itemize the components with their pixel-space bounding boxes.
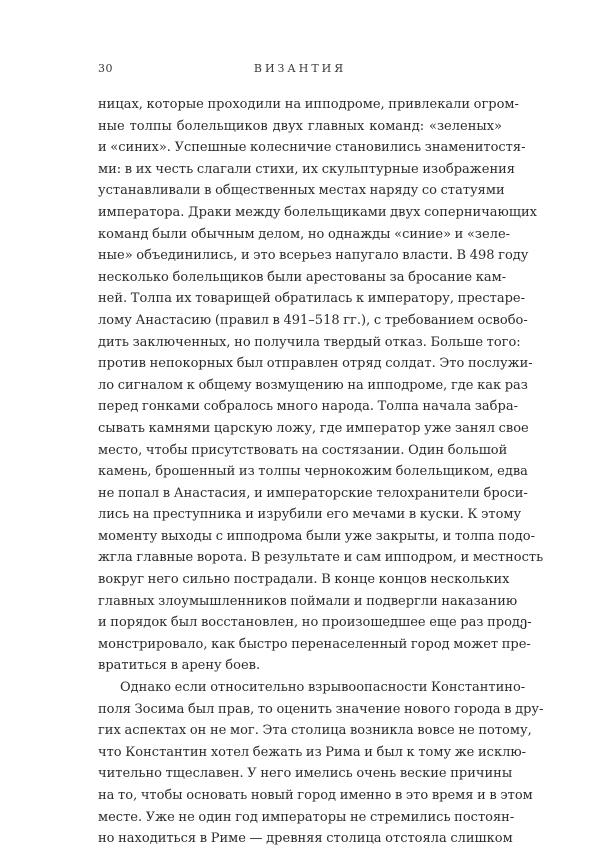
paragraph-1: [98, 94, 544, 677]
text-line: Однако если относительно взрывоопасности Константино-: [120, 680, 526, 696]
text-line: главных злоумышленников поймали и подвергли наказанию: [98, 593, 518, 609]
text-line: лись на преступника и изрубили его мечами в куски. К этому: [98, 507, 522, 523]
text-line: вратиться в арену боев.: [98, 658, 261, 674]
text-line: несколько болельщиков были арестованы за бросание кам-: [98, 269, 507, 285]
text-line: камень, брошенный из толпы чернокожим болельщиком, едва: [98, 464, 528, 480]
text-line: ми: в их честь слагали стихи, их скульптурные изображения: [98, 161, 515, 177]
text-line: ницах, которые проходили на ипподроме, привлекали огром-: [98, 97, 519, 112]
text-line: на то, чтобы основать новый город именно в это время и в этом: [98, 788, 533, 803]
page-number: 30: [98, 62, 113, 75]
text-line: жгла главные ворота. В результате и сам ипподром, и местность: [98, 550, 544, 566]
text-line: вокруг него сильно пострадали. В конце концов нескольких: [98, 572, 510, 588]
text-line: месте. Уже не один год императоры не стремились постоян-: [98, 809, 515, 825]
text-line: ные толпы болельщиков двух главных команд: «зеленых»: [98, 118, 502, 134]
body-text: [98, 94, 544, 850]
text-line: сывать камнями царскую ложу, где император уже занял свое: [98, 420, 529, 436]
text-line: монстрировало, как быстро перенаселенный город может пре-: [98, 636, 531, 652]
text-line: но находиться в Риме — древняя столица отстояла слишком: [98, 831, 513, 847]
text-line: ло сигналом к общему возмущению на ипподроме, где как раз: [98, 377, 528, 393]
text-line: и порядок был восстановлен, но произошедшее еще раз продე-: [98, 615, 532, 631]
running-head: [98, 62, 502, 78]
text-line: поля Зосима был прав, то оценить значение нового города в дру-: [98, 701, 544, 717]
text-line: моменту выходы с ипподрома были уже закрыты, и толпа подо-: [98, 528, 536, 544]
text-line: и «синих». Успешные колесничие становились знаменитостя-: [98, 140, 526, 156]
paragraph-2: [98, 677, 544, 850]
text-line: против непокорных был отправлен отряд солдат. Это послужи-: [98, 356, 533, 372]
text-line: чительно тщеславен. У него имелись очень веские причины: [98, 766, 513, 782]
running-title: ВИЗАНТИЯ: [253, 62, 347, 75]
text-line: не попал в Анастасия, и императорские телохранители броси-: [98, 485, 528, 501]
text-line: место, чтобы присутствовать на состязании. Один большой: [98, 442, 508, 458]
text-line: перед гонками собралось много народа. Толпа начала забра-: [98, 399, 518, 415]
text-line: императора. Драки между болельщиками двух соперничающих: [98, 204, 537, 220]
text-line: дить заключенных, но получила твердый отказ. Больше того:: [98, 334, 521, 350]
text-line: команд были обычным делом, но однажды «синие» и «зеле-: [98, 226, 511, 242]
text-line: гих аспектах он не мог. Эта столица возникла вовсе не потому,: [98, 723, 532, 739]
text-line: что Константин хотел бежать из Рима и был к тому же исклю-: [98, 744, 527, 760]
text-line: лому Анастасию (правил в 491–518 гг.), с требованием освобо-: [98, 312, 528, 328]
text-line: ней. Толпа их товарищей обратилась к императору, престаре-: [98, 291, 525, 307]
text-line: устанавливали в общественных местах наряду со статуями: [98, 183, 505, 199]
text-line: ные» объединились, и это всерьез напугало власти. В 498 году: [98, 248, 529, 264]
